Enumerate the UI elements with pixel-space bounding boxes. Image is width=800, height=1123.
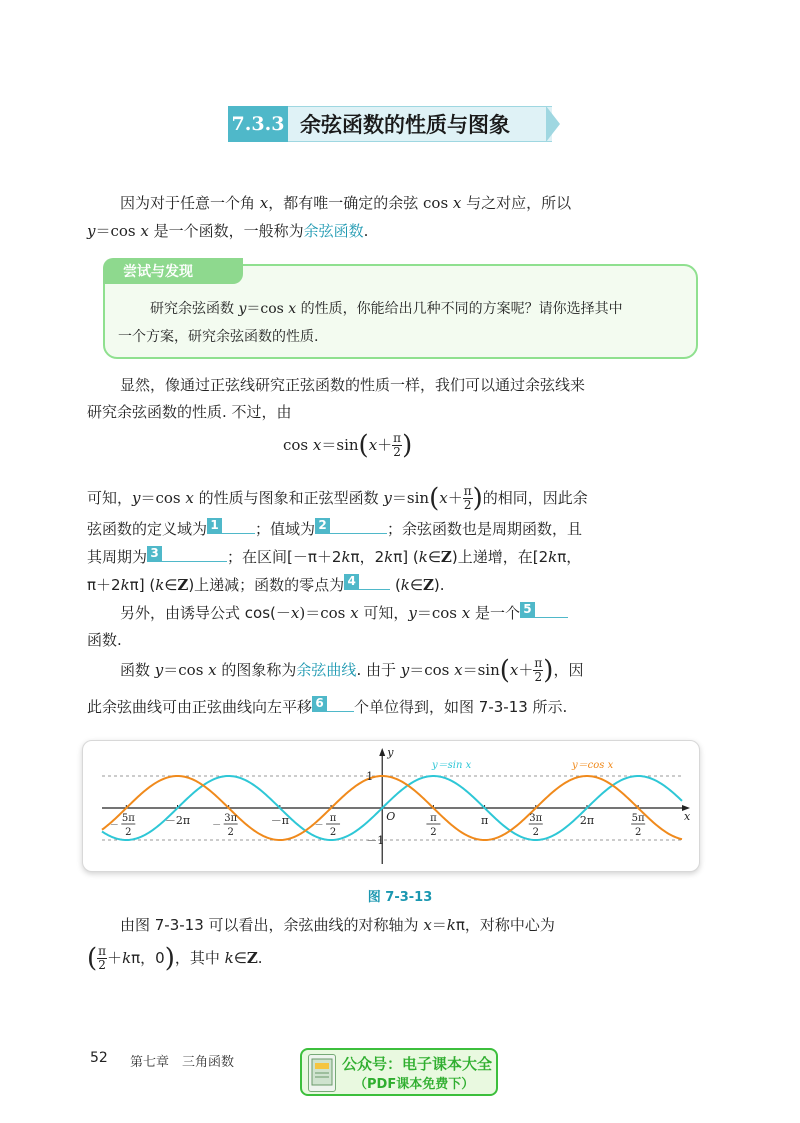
section-header-arrow xyxy=(546,106,560,142)
paren-left: ( xyxy=(358,430,369,461)
para6-line-2 xyxy=(87,940,263,976)
var-x: x xyxy=(509,661,519,679)
var-k: k xyxy=(446,916,456,934)
x-tick-numerator: π xyxy=(430,813,437,824)
intro-line-2 xyxy=(87,216,368,246)
text: π， xyxy=(557,548,582,566)
text: ；在区间[－π＋2 xyxy=(227,548,342,566)
var-x: x xyxy=(208,661,217,679)
formula-cos-eq-sin xyxy=(283,427,412,463)
paren-left: ( xyxy=(499,655,510,686)
text: 的图象称为 xyxy=(216,661,297,679)
text: ；余弦函数也是周期函数，且 xyxy=(387,520,583,538)
text: ＋ xyxy=(377,436,393,454)
text: 另外，由诱导公式 cos(－ xyxy=(120,604,291,622)
text: ∈ xyxy=(233,949,247,967)
text: π，对称中心为 xyxy=(455,916,555,934)
blank-number: 4 xyxy=(344,574,359,589)
var-k: k xyxy=(122,949,132,967)
blank-6[interactable] xyxy=(312,695,354,712)
text: 是一个函数，一般称为 xyxy=(148,222,304,240)
text: π] ( xyxy=(393,548,419,566)
denominator: 2 xyxy=(463,498,472,512)
var-y: y xyxy=(132,489,141,507)
blank-number: 3 xyxy=(147,546,162,561)
var-x: x xyxy=(423,916,432,934)
text: 其周期为 xyxy=(87,548,148,566)
blank-number: 1 xyxy=(207,518,222,533)
term-cosine-curve: 余弦曲线 xyxy=(296,661,357,679)
text: ＝ xyxy=(431,916,447,934)
x-tick-denominator: 2 xyxy=(532,827,539,838)
x-tick-denominator: 2 xyxy=(634,827,642,838)
var-k: k xyxy=(418,548,428,566)
text: π，0 xyxy=(131,949,165,967)
text: ＝sin xyxy=(391,489,430,507)
blank-3[interactable] xyxy=(147,545,227,562)
text: π] ( xyxy=(129,576,156,594)
text: )＝cos xyxy=(299,604,351,622)
text: . 由于 xyxy=(356,661,401,679)
text: 的相同，因此余 xyxy=(482,489,588,507)
var-k: k xyxy=(548,548,558,566)
para4-line-2: 函数. xyxy=(87,631,122,649)
set-Z: Z xyxy=(422,576,434,594)
series-label-cos: y＝cos x xyxy=(572,760,614,771)
text: )上递减；函数的零点为 xyxy=(188,576,345,594)
x-tick-numerator: π xyxy=(329,813,337,824)
x-tick-denominator: 2 xyxy=(329,827,337,838)
var-k: k xyxy=(400,576,410,594)
var-x: x xyxy=(140,222,149,240)
paren-left: ( xyxy=(87,943,98,974)
denominator: 2 xyxy=(534,670,543,684)
fraction-pi-over-2 xyxy=(533,657,543,684)
fraction-pi-over-2 xyxy=(463,485,473,512)
text: ( xyxy=(390,576,401,594)
x-tick-numerator: 5π xyxy=(121,813,135,824)
text: π＋2 xyxy=(87,576,121,594)
var-k: k xyxy=(155,576,165,594)
var-y: y xyxy=(383,489,392,507)
var-x: x xyxy=(439,489,448,507)
var-x: x xyxy=(452,194,462,212)
var-x: x xyxy=(312,436,322,454)
var-y: y xyxy=(400,661,410,679)
blank-2[interactable] xyxy=(315,517,387,534)
text: ). xyxy=(433,576,445,594)
set-Z: Z xyxy=(246,949,258,967)
var-y: y xyxy=(238,301,247,317)
numerator: π xyxy=(98,944,107,958)
watermark-line-1: 公众号：电子课本大全 xyxy=(342,1055,493,1073)
text: 由图 7-3-13 可以看出，余弦曲线的对称轴为 xyxy=(120,916,424,934)
set-Z: Z xyxy=(177,576,189,594)
para3-line-3 xyxy=(87,542,581,572)
numerator: π xyxy=(393,431,402,445)
text: ，都有唯一确定的余弦 cos xyxy=(268,194,453,212)
para2-line-1: 显然，像通过正弦线研究正弦函数的性质一样，我们可以通过余弦线来 xyxy=(120,376,586,394)
section-number: 7.3.3 xyxy=(228,106,288,142)
text: )上递增，在[2 xyxy=(451,548,549,566)
try-discover-tab: 尝试与发现 xyxy=(103,258,243,284)
paren-right: ) xyxy=(472,483,483,514)
x-tick-label: π xyxy=(480,814,489,827)
x-tick-sign: － xyxy=(314,821,324,831)
var-x: x xyxy=(350,604,359,622)
var-k: k xyxy=(384,548,394,566)
x-tick-numerator: 3π xyxy=(224,813,238,824)
paren-right: ) xyxy=(402,430,413,461)
para2-line-2: 研究余弦函数的性质. 不过，由 xyxy=(87,403,292,421)
watermark-line-2: （PDF课本免费下） xyxy=(354,1077,475,1092)
text: 可知， xyxy=(358,604,409,622)
blank-number: 6 xyxy=(312,696,327,711)
x-tick-label: 2π xyxy=(579,814,595,827)
var-x: x xyxy=(290,604,300,622)
x-tick-numerator: 5π xyxy=(631,813,645,824)
text: π，2 xyxy=(350,548,385,566)
text: 的性质，你能给出几种不同的方案呢？请你选择其中 xyxy=(296,301,623,317)
var-x: x xyxy=(368,436,378,454)
text: 的性质与图象和正弦型函数 xyxy=(193,489,384,507)
var-k: k xyxy=(120,576,130,594)
x-tick-denominator: 2 xyxy=(227,827,234,838)
blank-5[interactable] xyxy=(520,601,568,618)
y-tick-label: －1 xyxy=(366,834,385,847)
text: ＝cos xyxy=(140,489,186,507)
var-x: x xyxy=(288,301,297,317)
para5-line-1 xyxy=(120,652,583,688)
var-k: k xyxy=(224,949,234,967)
term-cosine-function: 余弦函数 xyxy=(303,222,364,240)
chart-labels xyxy=(110,746,691,847)
para3-line-2 xyxy=(87,514,582,544)
denominator: 2 xyxy=(98,958,106,972)
x-tick-denominator: 2 xyxy=(125,827,132,838)
paren-right: ) xyxy=(543,655,554,686)
blank-4[interactable] xyxy=(344,573,390,590)
para4-line-1 xyxy=(120,598,568,628)
y-axis-label: y xyxy=(387,746,394,759)
y-tick-label: 1 xyxy=(366,770,374,783)
watermark-badge xyxy=(300,1048,498,1096)
chapter-title: 第七章 三角函数 xyxy=(130,1055,235,1070)
text: 研究余弦函数 xyxy=(150,301,239,317)
fraction-pi-over-2 xyxy=(97,945,107,972)
text: ∈ xyxy=(427,548,441,566)
text: 函数 xyxy=(120,661,155,679)
page-number: 52 xyxy=(90,1050,108,1066)
numerator: π xyxy=(463,484,472,498)
para5-line-2 xyxy=(87,692,567,722)
text: ＝sin xyxy=(462,661,500,679)
text: ＝cos xyxy=(416,604,462,622)
text: ＋ xyxy=(447,489,463,507)
paren-left: ( xyxy=(429,483,440,514)
text: ＋ xyxy=(107,949,123,967)
text: ＋ xyxy=(518,661,534,679)
var-x: x xyxy=(454,661,463,679)
text: cos xyxy=(283,436,313,454)
para3-line-4 xyxy=(87,570,445,600)
section-title: 余弦函数的性质与图象 xyxy=(288,106,552,142)
text: ∈ xyxy=(409,576,423,594)
try-line-2: 一个方案，研究余弦函数的性质. xyxy=(118,329,319,345)
series-label-sin: y＝sin x xyxy=(432,760,472,771)
x-tick-label: －2π xyxy=(164,814,191,827)
x-tick-numerator: 3π xyxy=(529,813,543,824)
text: ∈ xyxy=(164,576,178,594)
book-logo-icon xyxy=(308,1054,336,1092)
var-x: x xyxy=(185,489,194,507)
text: ，因 xyxy=(553,661,584,679)
book-icon xyxy=(309,1055,335,1091)
text: 与之对应，所以 xyxy=(461,194,572,212)
numerator: π xyxy=(534,656,543,670)
var-y: y xyxy=(408,604,417,622)
x-tick-denominator: 2 xyxy=(430,827,437,838)
text: 因为对于任意一个角 xyxy=(120,194,260,212)
var-y: y xyxy=(154,661,164,679)
text: . xyxy=(257,949,263,967)
x-axis-label: x xyxy=(684,810,691,823)
var-x: x xyxy=(259,194,269,212)
sin-cos-chart xyxy=(82,740,698,870)
paren-right: ) xyxy=(164,943,175,974)
para6-line-1 xyxy=(120,910,555,940)
text: 是一个 xyxy=(470,604,520,622)
text: ；值域为 xyxy=(255,520,316,538)
x-tick-sign: － xyxy=(212,821,222,831)
para3-line-1 xyxy=(87,480,588,516)
text: 此余弦曲线可由正弦曲线向左平移 xyxy=(87,698,313,716)
blank-number: 5 xyxy=(520,602,535,617)
text: . xyxy=(363,222,369,240)
var-k: k xyxy=(341,548,351,566)
text: ＝cos xyxy=(246,301,289,317)
intro-line-1 xyxy=(120,188,571,218)
origin-label: O xyxy=(386,810,396,823)
fraction-pi-over-2 xyxy=(392,432,402,459)
blank-1[interactable] xyxy=(207,517,255,534)
try-line-1 xyxy=(150,294,623,324)
text: ，其中 xyxy=(174,949,225,967)
denominator: 2 xyxy=(393,445,401,459)
text: 个单位得到，如图 7-3-13 所示. xyxy=(354,698,568,716)
var-x: x xyxy=(461,604,471,622)
text: ＝cos xyxy=(409,661,455,679)
blank-number: 2 xyxy=(315,518,330,533)
text: ＝cos xyxy=(163,661,209,679)
var-y: y xyxy=(87,222,96,240)
figure-caption: 图 7-3-13 xyxy=(367,890,433,905)
y-axis-arrow xyxy=(379,748,385,756)
text: 可知， xyxy=(87,489,133,507)
x-tick-label: －π xyxy=(270,814,289,827)
x-tick-sign: － xyxy=(109,821,119,831)
text: ＝sin xyxy=(321,436,359,454)
text: 弦函数的定义域为 xyxy=(87,520,208,538)
set-Z: Z xyxy=(440,548,452,566)
section-header xyxy=(228,106,560,142)
text: ＝cos xyxy=(95,222,141,240)
